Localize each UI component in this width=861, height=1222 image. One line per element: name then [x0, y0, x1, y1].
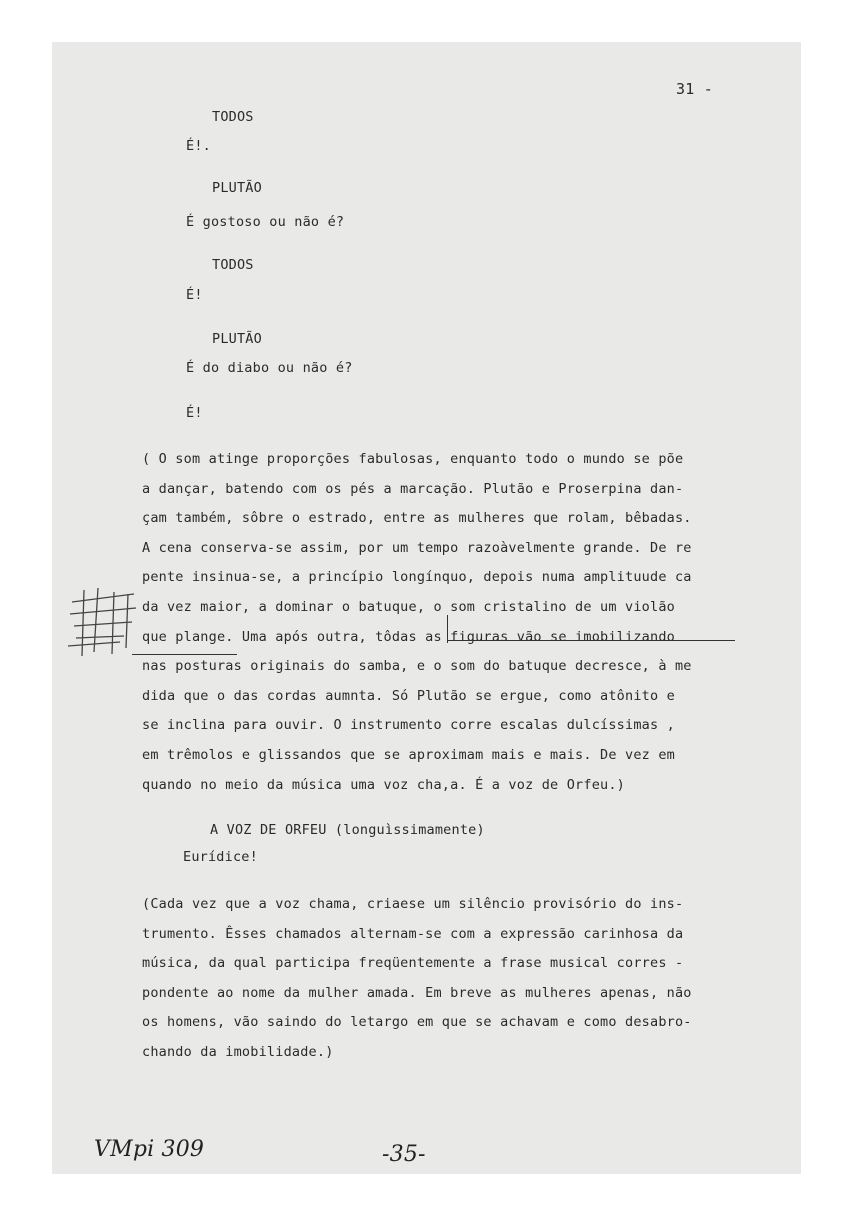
stage-line: em trêmolos e glissandos que se aproximam mais e mais. De vez em	[142, 746, 675, 763]
speaker-plutao-2: PLUTÃO	[212, 331, 262, 347]
stage-direction-1	[142, 445, 762, 800]
speaker-voz-de-orfeu: A VOZ DE ORFEU (longuìssimamente)	[210, 822, 485, 838]
stage-line: da vez maior, a dominar o batuque, o som cristalino de um violão	[142, 598, 675, 615]
pencil-underline-1	[447, 640, 735, 641]
dialogue-line-5: É!	[186, 405, 203, 421]
stage-line: quando no meio da música uma voz cha,a. É a voz de Orfeu.)	[142, 776, 626, 793]
pencil-bracket-mark	[447, 615, 448, 643]
stage-line: (Cada vez que a voz chama, criaese um silêncio provisório do ins-	[142, 896, 684, 912]
page-number: 31 -	[676, 80, 713, 98]
stage-line: se inclina para ouvir. O instrumento corre escalas dulcíssimas ,	[142, 717, 675, 734]
pencil-underline-2	[132, 654, 237, 655]
speaker-plutao-1: PLUTÃO	[212, 180, 262, 196]
stage-direction-2	[142, 890, 762, 1068]
speaker-todos-1: TODOS	[212, 109, 254, 125]
document-page	[52, 42, 801, 1174]
stage-line: dida que o das cordas aumnta. Só Plutão se ergue, como atônito e	[142, 687, 675, 704]
pencil-scribble-mark	[64, 582, 144, 662]
dialogue-line-3: É!	[186, 287, 203, 303]
stage-line: nas posturas originais do samba, e o som do batuque decresce, à me	[142, 658, 692, 675]
stage-line: pondente ao nome da mulher amada. Em breve as mulheres apenas, não	[142, 984, 692, 1001]
dialogue-line-4: É do diabo ou não é?	[186, 360, 353, 376]
handwritten-catalog-code: VMpi 309	[94, 1137, 205, 1162]
speaker-todos-2: TODOS	[212, 257, 254, 273]
stage-line: çam também, sôbre o estrado, entre as mulheres que rolam, bêbadas.	[142, 510, 692, 527]
stage-line: trumento. Êsses chamados alternam-se com a expressão carinhosa da	[142, 925, 684, 942]
stage-line: A cena conserva-se assim, por um tempo razoàvelmente grande. De re	[142, 539, 692, 556]
dialogue-line-2: É gostoso ou não é?	[186, 214, 345, 230]
handwritten-page-mark: -35-	[382, 1142, 426, 1167]
stage-line: que plange. Uma após outra, tôdas as figuras vão se imobilizando	[142, 628, 675, 645]
stage-line: música, da qual participa freqüentemente a frase musical corres -	[142, 955, 684, 972]
stage-line: ( O som atinge proporções fabulosas, enquanto todo o mundo se põe	[142, 451, 684, 467]
stage-line: os homens, vão saindo do letargo em que se achavam e como desabro-	[142, 1014, 692, 1031]
voice-line: Eurídice!	[183, 849, 258, 865]
dialogue-line-1: É!.	[186, 138, 211, 154]
stage-line: a dançar, batendo com os pés a marcação. Plutão e Proserpina dan-	[142, 480, 684, 497]
stage-line: chando da imobilidade.)	[142, 1043, 334, 1060]
stage-line: pente insinua-se, a princípio longínquo, depois numa amplituude ca	[142, 569, 692, 586]
